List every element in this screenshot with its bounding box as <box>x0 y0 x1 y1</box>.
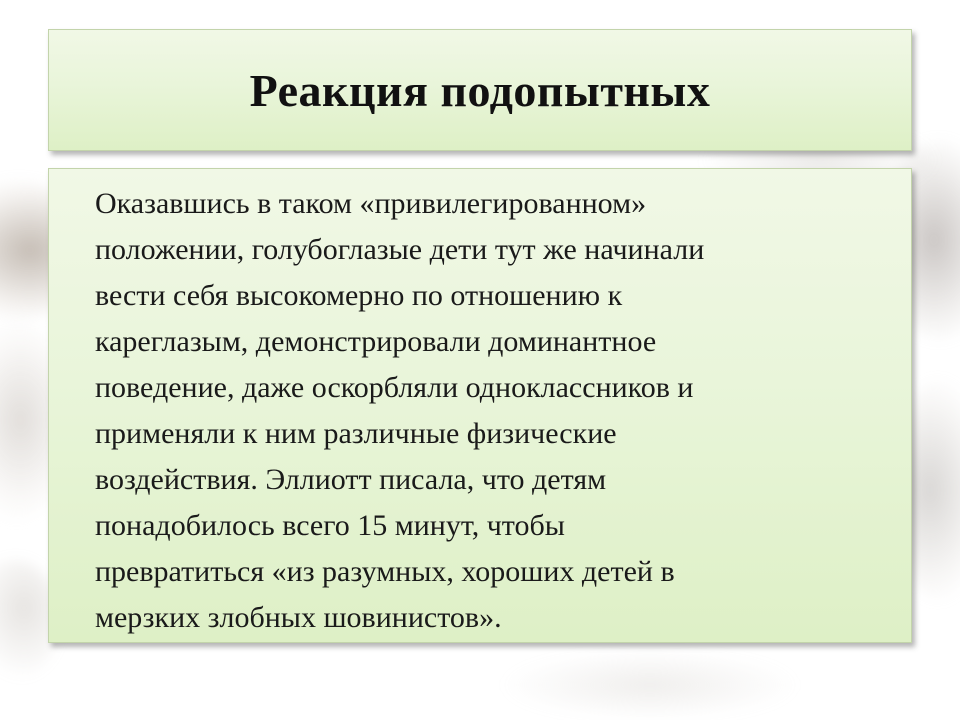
body-line: мерзких злобных шовинистов». <box>95 601 502 634</box>
body-line: Оказавшись в таком «привилегированном» <box>95 187 647 220</box>
body-line: понадобилось всего 15 минут, чтобы <box>95 509 565 542</box>
body-line: положении, голубоглазые дети тут же начинали <box>95 233 705 266</box>
content-box <box>48 168 912 643</box>
body-line: воздействия. Эллиотт писала, что детям <box>95 463 607 496</box>
body-line: превратиться «из разумных, хороших детей в <box>95 555 675 588</box>
body-text <box>95 181 871 641</box>
smoke-decoration <box>500 650 800 720</box>
body-line: поведение, даже оскорбляли одноклассников и <box>95 371 694 404</box>
body-line: кареглазым, демонстрировали доминантное <box>95 325 657 358</box>
title-box <box>48 29 912 151</box>
slide-title: Реакция подопытных <box>249 64 711 116</box>
body-line: вести себя высокомерно по отношению к <box>95 279 623 312</box>
body-line: применяли к ним различные физические <box>95 417 617 450</box>
